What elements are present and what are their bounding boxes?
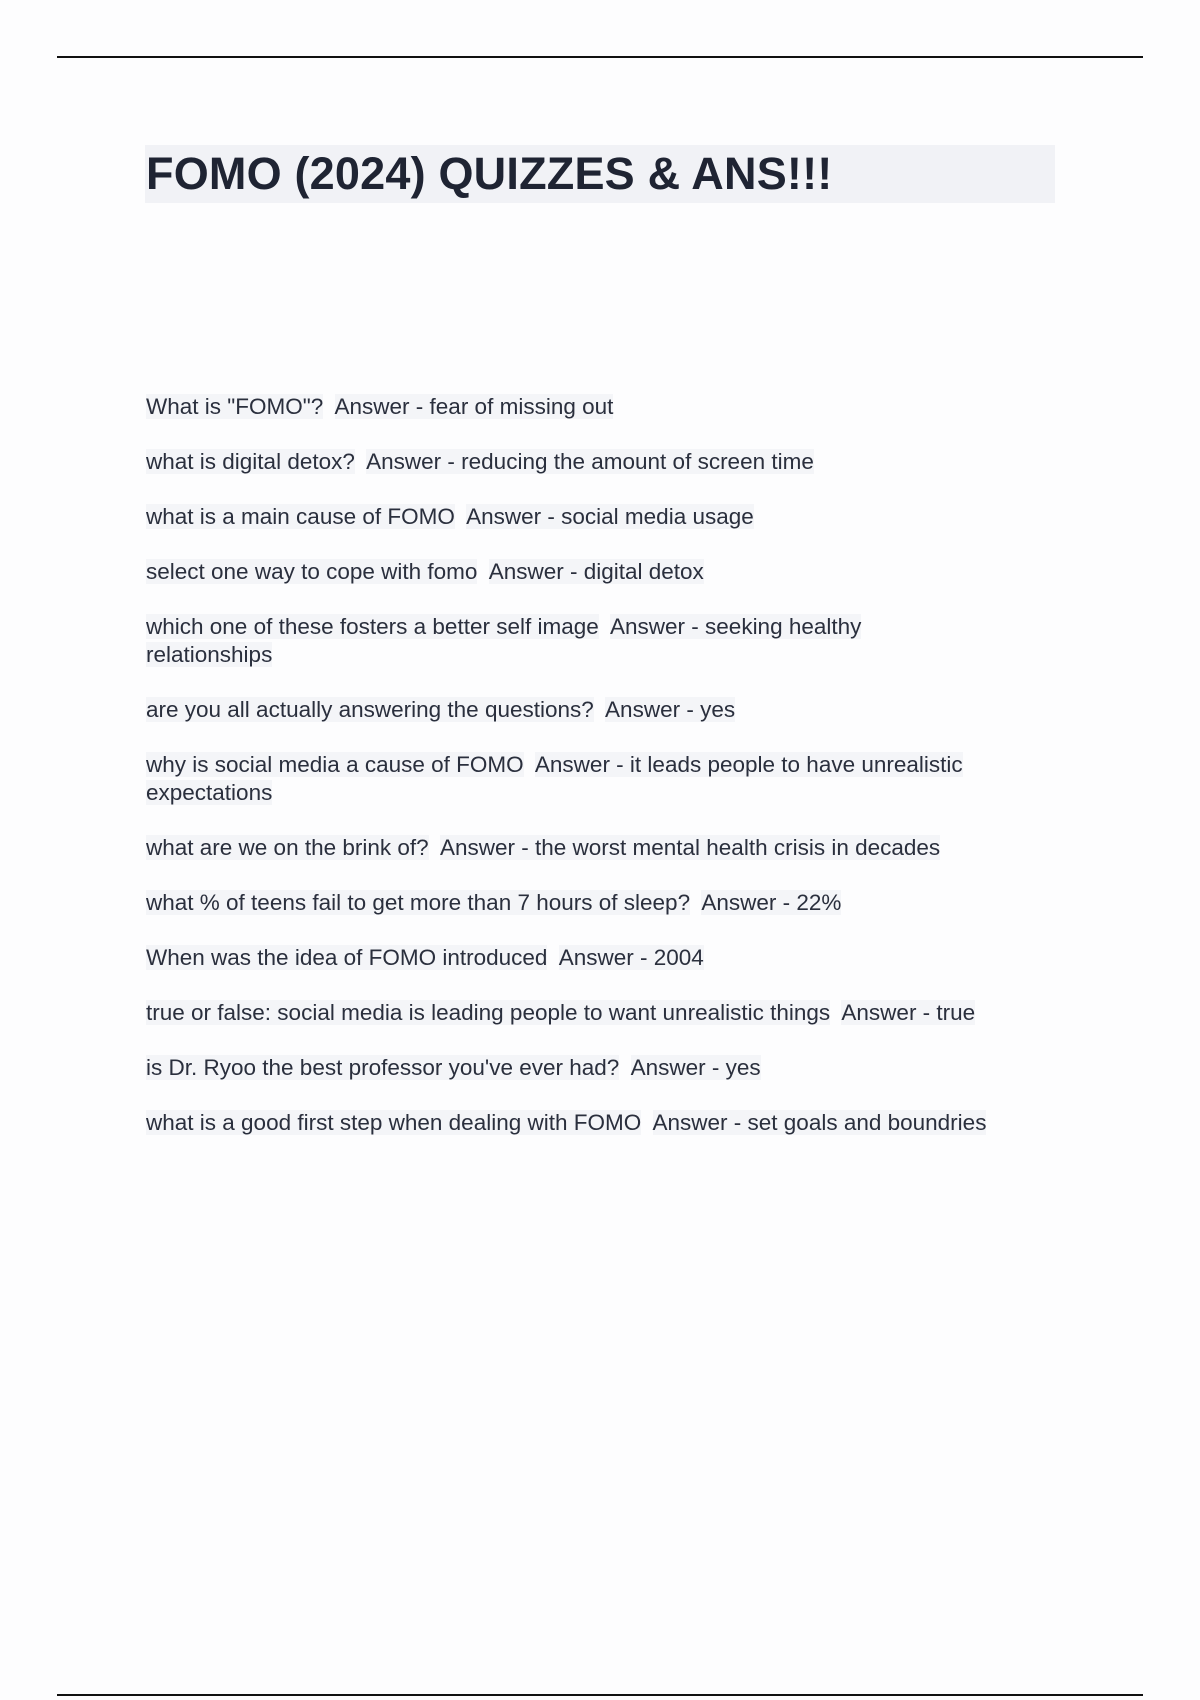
header-rule <box>57 56 1143 58</box>
question-text: true or false: social media is leading people to want unrealistic things <box>146 1000 831 1025</box>
qa-item <box>146 889 1066 917</box>
qa-item <box>146 834 1066 862</box>
question-text: what are we on the brink of? <box>146 835 429 860</box>
question-text: is Dr. Ryoo the best professor you've ever had? <box>146 1055 620 1080</box>
qa-item <box>146 558 1066 586</box>
answer-text: Answer - 2004 <box>558 945 704 970</box>
answer-text: Answer - digital detox <box>488 559 704 584</box>
qa-item <box>146 613 936 669</box>
qa-item <box>146 944 1066 972</box>
answer-text: Answer - 22% <box>701 890 842 915</box>
qa-item <box>146 751 1046 807</box>
question-text: What is "FOMO"? <box>146 394 324 419</box>
answer-text: Answer - set goals and boundries <box>652 1110 987 1135</box>
question-text: what % of teens fail to get more than 7 hours of sleep? <box>146 890 691 915</box>
question-text: which one of these fosters a better self image <box>146 614 599 639</box>
question-text: what is digital detox? <box>146 449 355 474</box>
footer-rule <box>57 1694 1143 1696</box>
answer-text: Answer - true <box>841 1000 976 1025</box>
qa-item <box>146 503 1066 531</box>
qa-item <box>146 448 1066 476</box>
answer-text: Answer - yes <box>605 697 736 722</box>
answer-text: Answer - fear of missing out <box>334 394 614 419</box>
qa-item <box>146 1054 1066 1082</box>
question-text: are you all actually answering the questions? <box>146 697 594 722</box>
answer-text: Answer - it leads people to have unrealistic expectations <box>146 752 963 805</box>
qa-item <box>146 1109 1066 1137</box>
qa-item <box>146 393 1066 421</box>
answer-text: Answer - the worst mental health crisis in decades <box>439 835 941 860</box>
question-text: what is a good first step when dealing with FOMO <box>146 1110 642 1135</box>
qa-list <box>146 393 1066 1164</box>
qa-item <box>146 999 1066 1027</box>
answer-text: Answer - reducing the amount of screen time <box>366 449 814 474</box>
qa-item <box>146 696 1066 724</box>
answer-text: Answer - yes <box>630 1055 761 1080</box>
question-text: what is a main cause of FOMO <box>146 504 455 529</box>
document-title: FOMO (2024) QUIZZES & ANS!!! <box>146 148 833 199</box>
question-text: why is social media a cause of FOMO <box>146 752 524 777</box>
answer-text: Answer - social media usage <box>466 504 754 529</box>
question-text: When was the idea of FOMO introduced <box>146 945 548 970</box>
question-text: select one way to cope with fomo <box>146 559 478 584</box>
answer-text: Answer - seeking healthy relationships <box>146 614 862 667</box>
